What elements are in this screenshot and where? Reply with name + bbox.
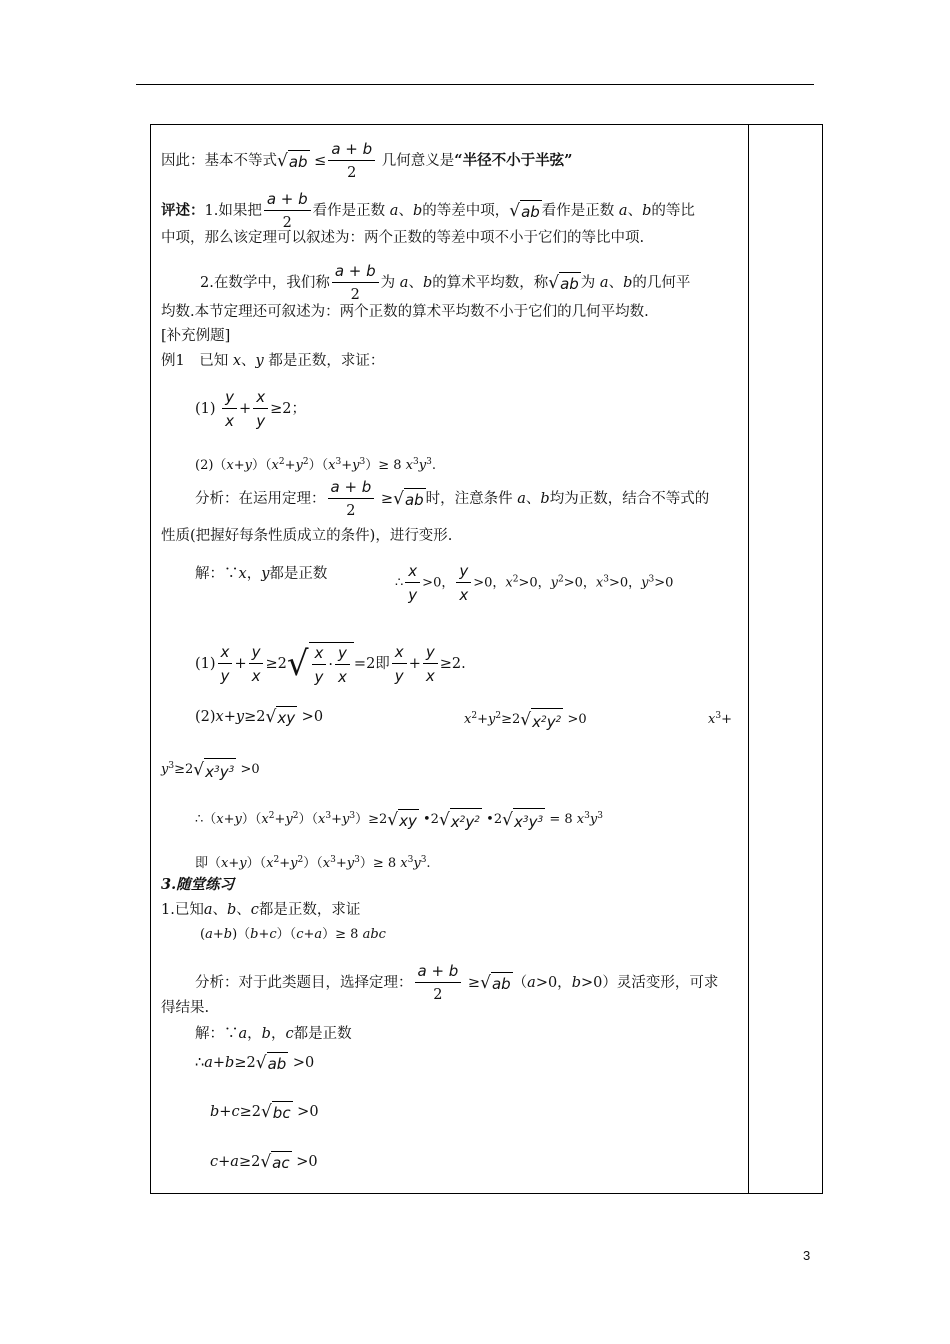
text: 为 (380, 275, 396, 291)
text-line: 分析：对于此类题目，选择定理： $\frac{a + b}{2}$ ≥√ab （a>0，b>0）灵活变形，可求 (195, 962, 719, 1003)
sqrt-expression: √ab (509, 201, 540, 221)
text-line: 1.已知a、b、c都是正数，求证 (161, 902, 361, 918)
text: ）（ (308, 458, 329, 473)
text: 解：∵ (195, 566, 239, 582)
text: 几何意义是 (381, 153, 455, 169)
text-line: $\therefore(x+y)(x^2+y^2)(x^3+y^3)\ge 2√xy$ $•2√x^2y^2$ $•2√x^3y^3 = 8$ $x^3y^3$ (195, 809, 603, 831)
text: 1.如果把 (204, 203, 262, 219)
text: ≥2； (270, 401, 306, 417)
page-number: 3 (803, 1248, 811, 1263)
sqrt-expression: √xy (387, 809, 417, 830)
text: ）≥ 8 (365, 458, 402, 473)
text: (2)（ (195, 458, 227, 473)
fraction: $\frac{a + b}{2}$ (328, 478, 375, 520)
text: ∴ (395, 575, 404, 591)
text: 灵活变形，可求 (616, 975, 719, 991)
text-line: (a+b)（b+c）（c+a）≥ 8 abc (200, 927, 386, 942)
text: (2) (195, 709, 216, 725)
fraction: $\frac{x}{y}$ (405, 562, 420, 604)
text-line: 性质(把握好每条性质成立的条件)，进行变形. (161, 528, 453, 544)
text: 即（ (195, 856, 222, 871)
text-line: 解：∵a，b，c都是正数 (195, 1026, 352, 1042)
text: 都是正数，求证： (268, 353, 385, 369)
text: 的几何平 (632, 275, 691, 291)
text: 2.在数学中，我们称 (200, 275, 330, 291)
text: 例1 已知 (161, 353, 229, 369)
text: ∴（ (195, 812, 217, 827)
text-line: b+c≥2√bc >0 (210, 1102, 319, 1122)
text-line: 评述：1.如果把 $\frac{a + b}{2}$ 看作是正数 a、b的等差中项，√ab 看作是正数 a、b的等比 (161, 190, 695, 231)
text: ≥2. (439, 656, 466, 672)
table-column-divider (748, 124, 749, 1194)
sqrt-expression: √ac (260, 1152, 290, 1172)
emphasis-text: “半径不小于半弦” (454, 152, 573, 169)
section-heading: 3.随堂练习 (161, 876, 235, 893)
text-line: ∴ $\frac{x}{y}$ >0， $\frac{y}{x}$ >0，$x^2>0$，$y^2>0$，$x^3>0$，$y^3>0$ (395, 562, 674, 604)
text: 分析：在运用定理： (195, 491, 326, 507)
text: 时，注意条件 (425, 491, 513, 507)
text-line: 解：∵x，y都是正数 (195, 566, 328, 582)
text: 看作是正数 (541, 203, 615, 219)
header-rule (136, 84, 814, 85)
text-line: (2)x+y≥2√xy >0 (195, 707, 324, 727)
text-line: 例1 已知 x、y 都是正数，求证： (161, 353, 385, 369)
text-line: 分析：在运用定理： $\frac{a + b}{2}$ ≥√ab 时，注意条件 a、b均为正数，结合不等式的 (195, 478, 710, 519)
text-line: [补充例题] (161, 328, 231, 344)
text: (1) (195, 656, 216, 672)
text: 1.已知 (161, 902, 204, 918)
text-line: 2.在数学中，我们称 $\frac{a + b}{2}$ 为 a、b的算术平均数，称√ab 为 a、b的几何平 (200, 262, 691, 303)
text: 都是正数，求证 (258, 902, 361, 918)
sqrt-expression: $√x^2y^2$ (438, 809, 481, 831)
text: 都是正数 (269, 566, 328, 582)
text: 均为正数，结合不等式的 (549, 491, 710, 507)
text-line: 中项，那么该定理可以叙述为：两个正数的等差中项不小于它们的等比中项. (161, 230, 645, 246)
text-line: 均数.本节定理还可叙述为：两个正数的算术平均数不小于它们的几何平均数. (161, 304, 649, 320)
text-line: c+a≥2√ac >0 (210, 1152, 318, 1172)
sqrt-expression: √ab (548, 273, 579, 293)
sqrt-expression: $√x^3y^3$ (193, 759, 235, 781)
text-line: (1) $\frac{y}{x}$ + $\frac{x}{y}$ ≥2； (195, 388, 306, 430)
text: ）（ (252, 458, 272, 473)
sqrt-expression: $√x^3y^3$ (502, 809, 544, 831)
text-line: 即$(x+y)(x^2+y^2)(x^3+y^3)\ge 8$ $x^3y^3$. (195, 855, 431, 871)
fraction: $\frac{a + b}{2}$ (332, 262, 379, 304)
sqrt-expression: √bc (260, 1102, 291, 1122)
sqrt-expression: √ $\frac{x}{y}$ · $\frac{y}{x}$ (287, 642, 354, 686)
text-line: $(2)(x+y)(x^2+y^2)(x^3+y^3)\ge 8$ $x^3y^3$. (195, 457, 436, 473)
text: 分析：对于此类题目，选择定理： (195, 975, 413, 991)
fraction: $\frac{a + b}{2}$ (415, 962, 462, 1004)
sqrt-expression: √xy (265, 707, 296, 727)
text: 看作是正数 (312, 203, 386, 219)
sqrt-expression: √ab (255, 1053, 287, 1073)
text-line: (1) $\frac{x}{y}$ + $\frac{y}{x}$ ≥2√ $\frac{x}{y}$ · $\frac{y}{x}$ =2即 $\frac{x}{y}$ + $\frac{y}{x}$ ≥2. (195, 643, 466, 686)
fraction: $\frac{a + b}{2}$ (264, 190, 311, 232)
sqrt-expression: √ab (480, 973, 511, 993)
fraction: $\frac{y}{x}$ (222, 388, 237, 430)
text: 的等差中项， (422, 203, 510, 219)
text: 因此：基本不等式 (161, 153, 277, 169)
text: (1) (195, 401, 216, 417)
fraction: $\frac{y}{x}$ (249, 643, 264, 685)
fraction: $\frac{y}{x}$ (423, 643, 438, 685)
fraction: $\frac{y}{x}$ (456, 562, 471, 604)
text-line: ∴a+b≥2√ab >0 (195, 1053, 315, 1073)
fraction: $\frac{x}{y}$ (253, 388, 268, 430)
text-line: $y^3\ge 2√x^3y^3 >0$ (161, 759, 260, 781)
text: 解：∵ (195, 1026, 239, 1042)
text: 都是正数 (293, 1026, 352, 1042)
fraction: $\frac{x}{y}$ (218, 643, 233, 685)
text: 为 (580, 275, 596, 291)
comment-label: 评述： (161, 202, 205, 219)
sqrt-expression: $√x^2y^2$ (520, 709, 562, 731)
text: =2即 (353, 656, 390, 672)
text-line: $x^2+y^2\ge 2√x^2y^2 >0$ (464, 709, 587, 731)
fraction: $\frac{x}{y}$ (392, 643, 407, 685)
text: 的算术平均数，称 (432, 275, 549, 291)
text-line: 因此：基本不等式√ab ≤ $\frac{a + b}{2}$ 几何意义是“半径不小于半弦” (161, 140, 573, 181)
text-line: 得结果. (161, 1000, 210, 1016)
text: 的等比 (651, 203, 695, 219)
sqrt-expression: √ab (277, 151, 308, 171)
fraction: $\frac{a + b}{2}$ (328, 140, 375, 182)
text-line: $x^3+$ (708, 711, 732, 727)
sqrt-expression: √ab (393, 489, 424, 509)
